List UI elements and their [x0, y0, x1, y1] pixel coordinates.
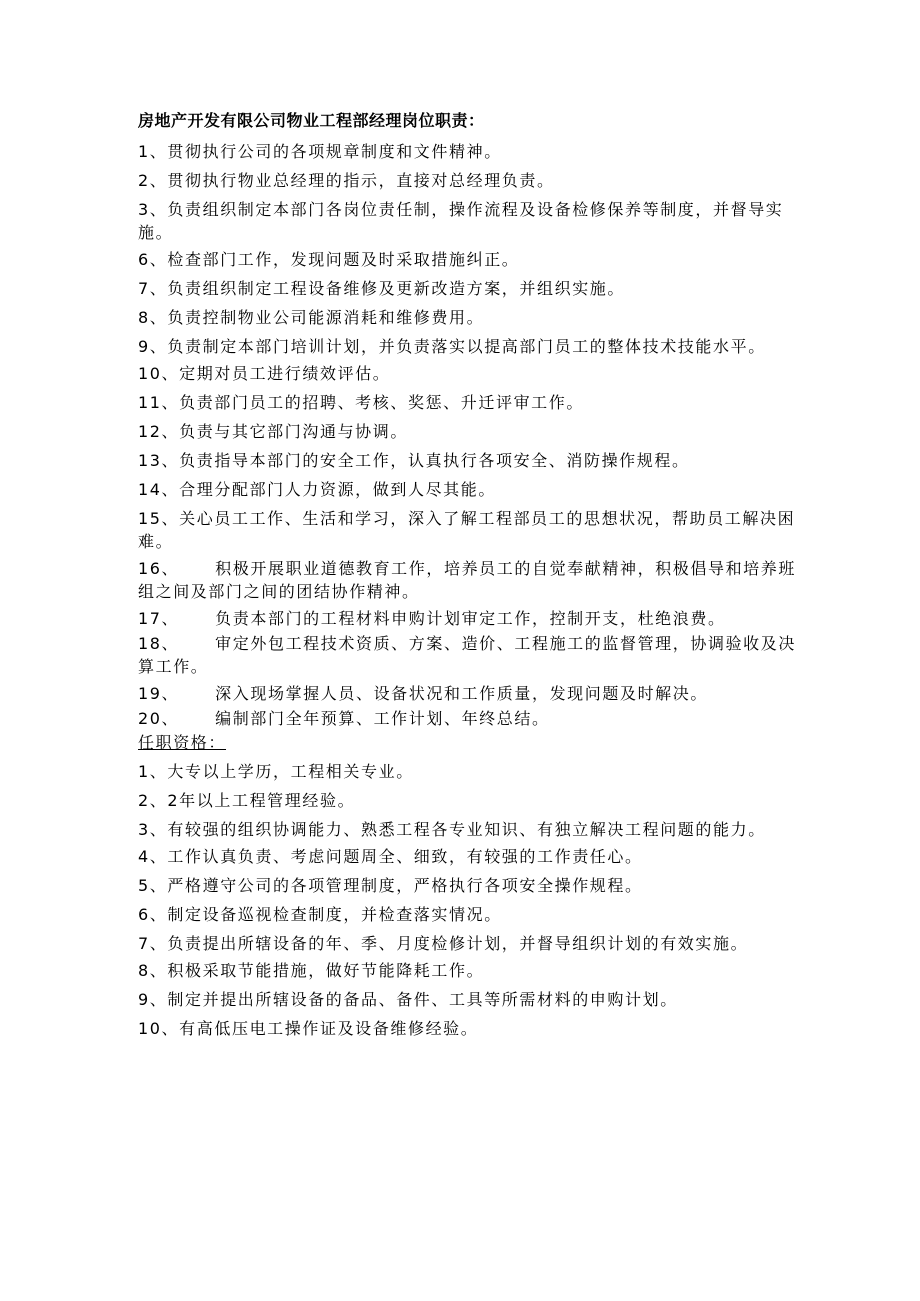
duty-item: [138, 420, 798, 443]
duty-text: 合理分配部门人力资源，做到人尽其能。: [179, 480, 496, 499]
duty-item: [138, 607, 798, 630]
qualification-item: [138, 874, 798, 897]
duty-number: 11、: [138, 393, 180, 412]
qualification-text: 制定设备巡视检查制度，并检查落实情况。: [167, 905, 502, 924]
duty-number: 7、: [138, 279, 168, 298]
qualification-number: 4、: [138, 847, 168, 866]
duty-text: 负责与其它部门沟通与协调。: [179, 422, 408, 441]
duty-text: 定期对员工进行绩效评估。: [179, 364, 391, 383]
qualification-item: [138, 760, 798, 783]
duty-number: 8、: [138, 308, 168, 327]
document-title: 房地产开发有限公司物业工程部经理岗位职责：: [138, 111, 485, 130]
qualification-number: 5、: [138, 876, 168, 895]
duty-number: 16、: [138, 559, 180, 578]
duty-item: [138, 248, 798, 271]
qualification-number: 6、: [138, 905, 168, 924]
duty-item: [138, 277, 798, 300]
duty-text: 编制部门全年预算、工作计划、年终总结。: [215, 709, 550, 728]
qualification-number: 7、: [138, 934, 168, 953]
qualification-number: 3、: [138, 820, 168, 839]
duty-number: 15、: [138, 509, 180, 528]
duty-number: 20、: [138, 709, 180, 728]
qualification-item: [138, 932, 798, 955]
qualification-item: [138, 818, 798, 841]
duty-text: 负责组织制定工程设备维修及更新改造方案，并组织实施。: [167, 279, 625, 298]
qualification-number: 9、: [138, 990, 168, 1009]
duty-text: 深入现场掌握人员、设备状况和工作质量，发现问题及时解决。: [215, 684, 708, 703]
duty-number: 1、: [138, 142, 168, 161]
duty-number: 18、: [138, 634, 180, 653]
qualification-text: 严格遵守公司的各项管理制度，严格执行各项安全操作规程。: [167, 876, 643, 895]
duty-number: 14、: [138, 480, 180, 499]
duty-text: 审定外包工程技术资质、方案、造价、工程施工的监督管理，协调验收及决算工作。: [138, 634, 796, 676]
qualification-item: [138, 903, 798, 926]
duty-item: [138, 478, 798, 501]
duty-text: 负责本部门的工程材料申购计划审定工作，控制开支，杜绝浪费。: [215, 609, 726, 628]
qualification-number: 10、: [138, 1019, 180, 1038]
duty-item: [138, 169, 798, 192]
qualification-number: 1、: [138, 762, 168, 781]
duties-list: [138, 140, 798, 730]
duty-text: 负责指导本部门的安全工作，认真执行各项安全、消防操作规程。: [179, 451, 690, 470]
duty-item: [138, 140, 798, 163]
duty-number: 2、: [138, 171, 168, 190]
qualification-text: 大专以上学历，工程相关专业。: [167, 762, 414, 781]
duty-text: 检查部门工作，发现问题及时采取措施纠正。: [167, 250, 520, 269]
duty-number: 9、: [138, 337, 168, 356]
qualification-text: 制定并提出所辖设备的备品、备件、工具等所需材料的申购计划。: [167, 990, 678, 1009]
duty-text: 关心员工工作、生活和学习，深入了解工程部员工的思想状况，帮助员工解决困难。: [138, 509, 796, 551]
qualifications-list: [138, 760, 798, 1040]
duty-item: [138, 198, 798, 244]
duty-text: 贯彻执行公司的各项规章制度和文件精神。: [167, 142, 502, 161]
duty-number: 6、: [138, 250, 168, 269]
duty-item: [138, 682, 798, 705]
document-page: [138, 108, 798, 1046]
duty-number: 19、: [138, 684, 180, 703]
qualification-text: 工作认真负责、考虑问题周全、细致，有较强的工作责任心。: [167, 847, 643, 866]
duty-text: 负责部门员工的招聘、考核、奖惩、升迁评审工作。: [179, 393, 584, 412]
duty-text: 贯彻执行物业总经理的指示，直接对总经理负责。: [167, 171, 555, 190]
duty-item: [138, 557, 798, 603]
qualification-text: 积极采取节能措施，做好节能降耗工作。: [167, 961, 485, 980]
duty-item: [138, 391, 798, 414]
duty-text: 负责控制物业公司能源消耗和维修费用。: [167, 308, 485, 327]
qualification-item: [138, 959, 798, 982]
duty-text: 负责制定本部门培训计划，并负责落实以提高部门员工的整体技术技能水平。: [167, 337, 766, 356]
duty-item: [138, 362, 798, 385]
duty-item: [138, 632, 798, 678]
duty-text: 积极开展职业道德教育工作，培养员工的自觉奉献精神，积极倡导和培养班组之间及部门之间的团结协作精神。: [138, 559, 796, 601]
duty-item: [138, 449, 798, 472]
duty-number: 13、: [138, 451, 180, 470]
qualification-item: [138, 789, 798, 812]
qualification-text: 负责提出所辖设备的年、季、月度检修计划，并督导组织计划的有效实施。: [167, 934, 749, 953]
duty-number: 3、: [138, 200, 168, 219]
duty-number: 10、: [138, 364, 180, 383]
qualification-text: 有高低压电工操作证及设备维修经验。: [179, 1019, 479, 1038]
duty-number: 12、: [138, 422, 180, 441]
qualifications-heading: 任职资格：: [138, 733, 227, 752]
qualification-item: [138, 1017, 798, 1040]
qualification-item: [138, 988, 798, 1011]
qualification-text: 2年以上工程管理经验。: [167, 791, 356, 810]
duty-item: [138, 507, 798, 553]
qualification-text: 有较强的组织协调能力、熟悉工程各专业知识、有独立解决工程问题的能力。: [167, 820, 766, 839]
duty-text: 负责组织制定本部门各岗位责任制，操作流程及设备检修保养等制度，并督导实施。: [138, 200, 784, 242]
duty-item: [138, 707, 798, 730]
qualification-item: [138, 845, 798, 868]
qualification-number: 2、: [138, 791, 168, 810]
qualification-number: 8、: [138, 961, 168, 980]
duty-item: [138, 335, 798, 358]
duty-item: [138, 306, 798, 329]
duty-number: 17、: [138, 609, 180, 628]
